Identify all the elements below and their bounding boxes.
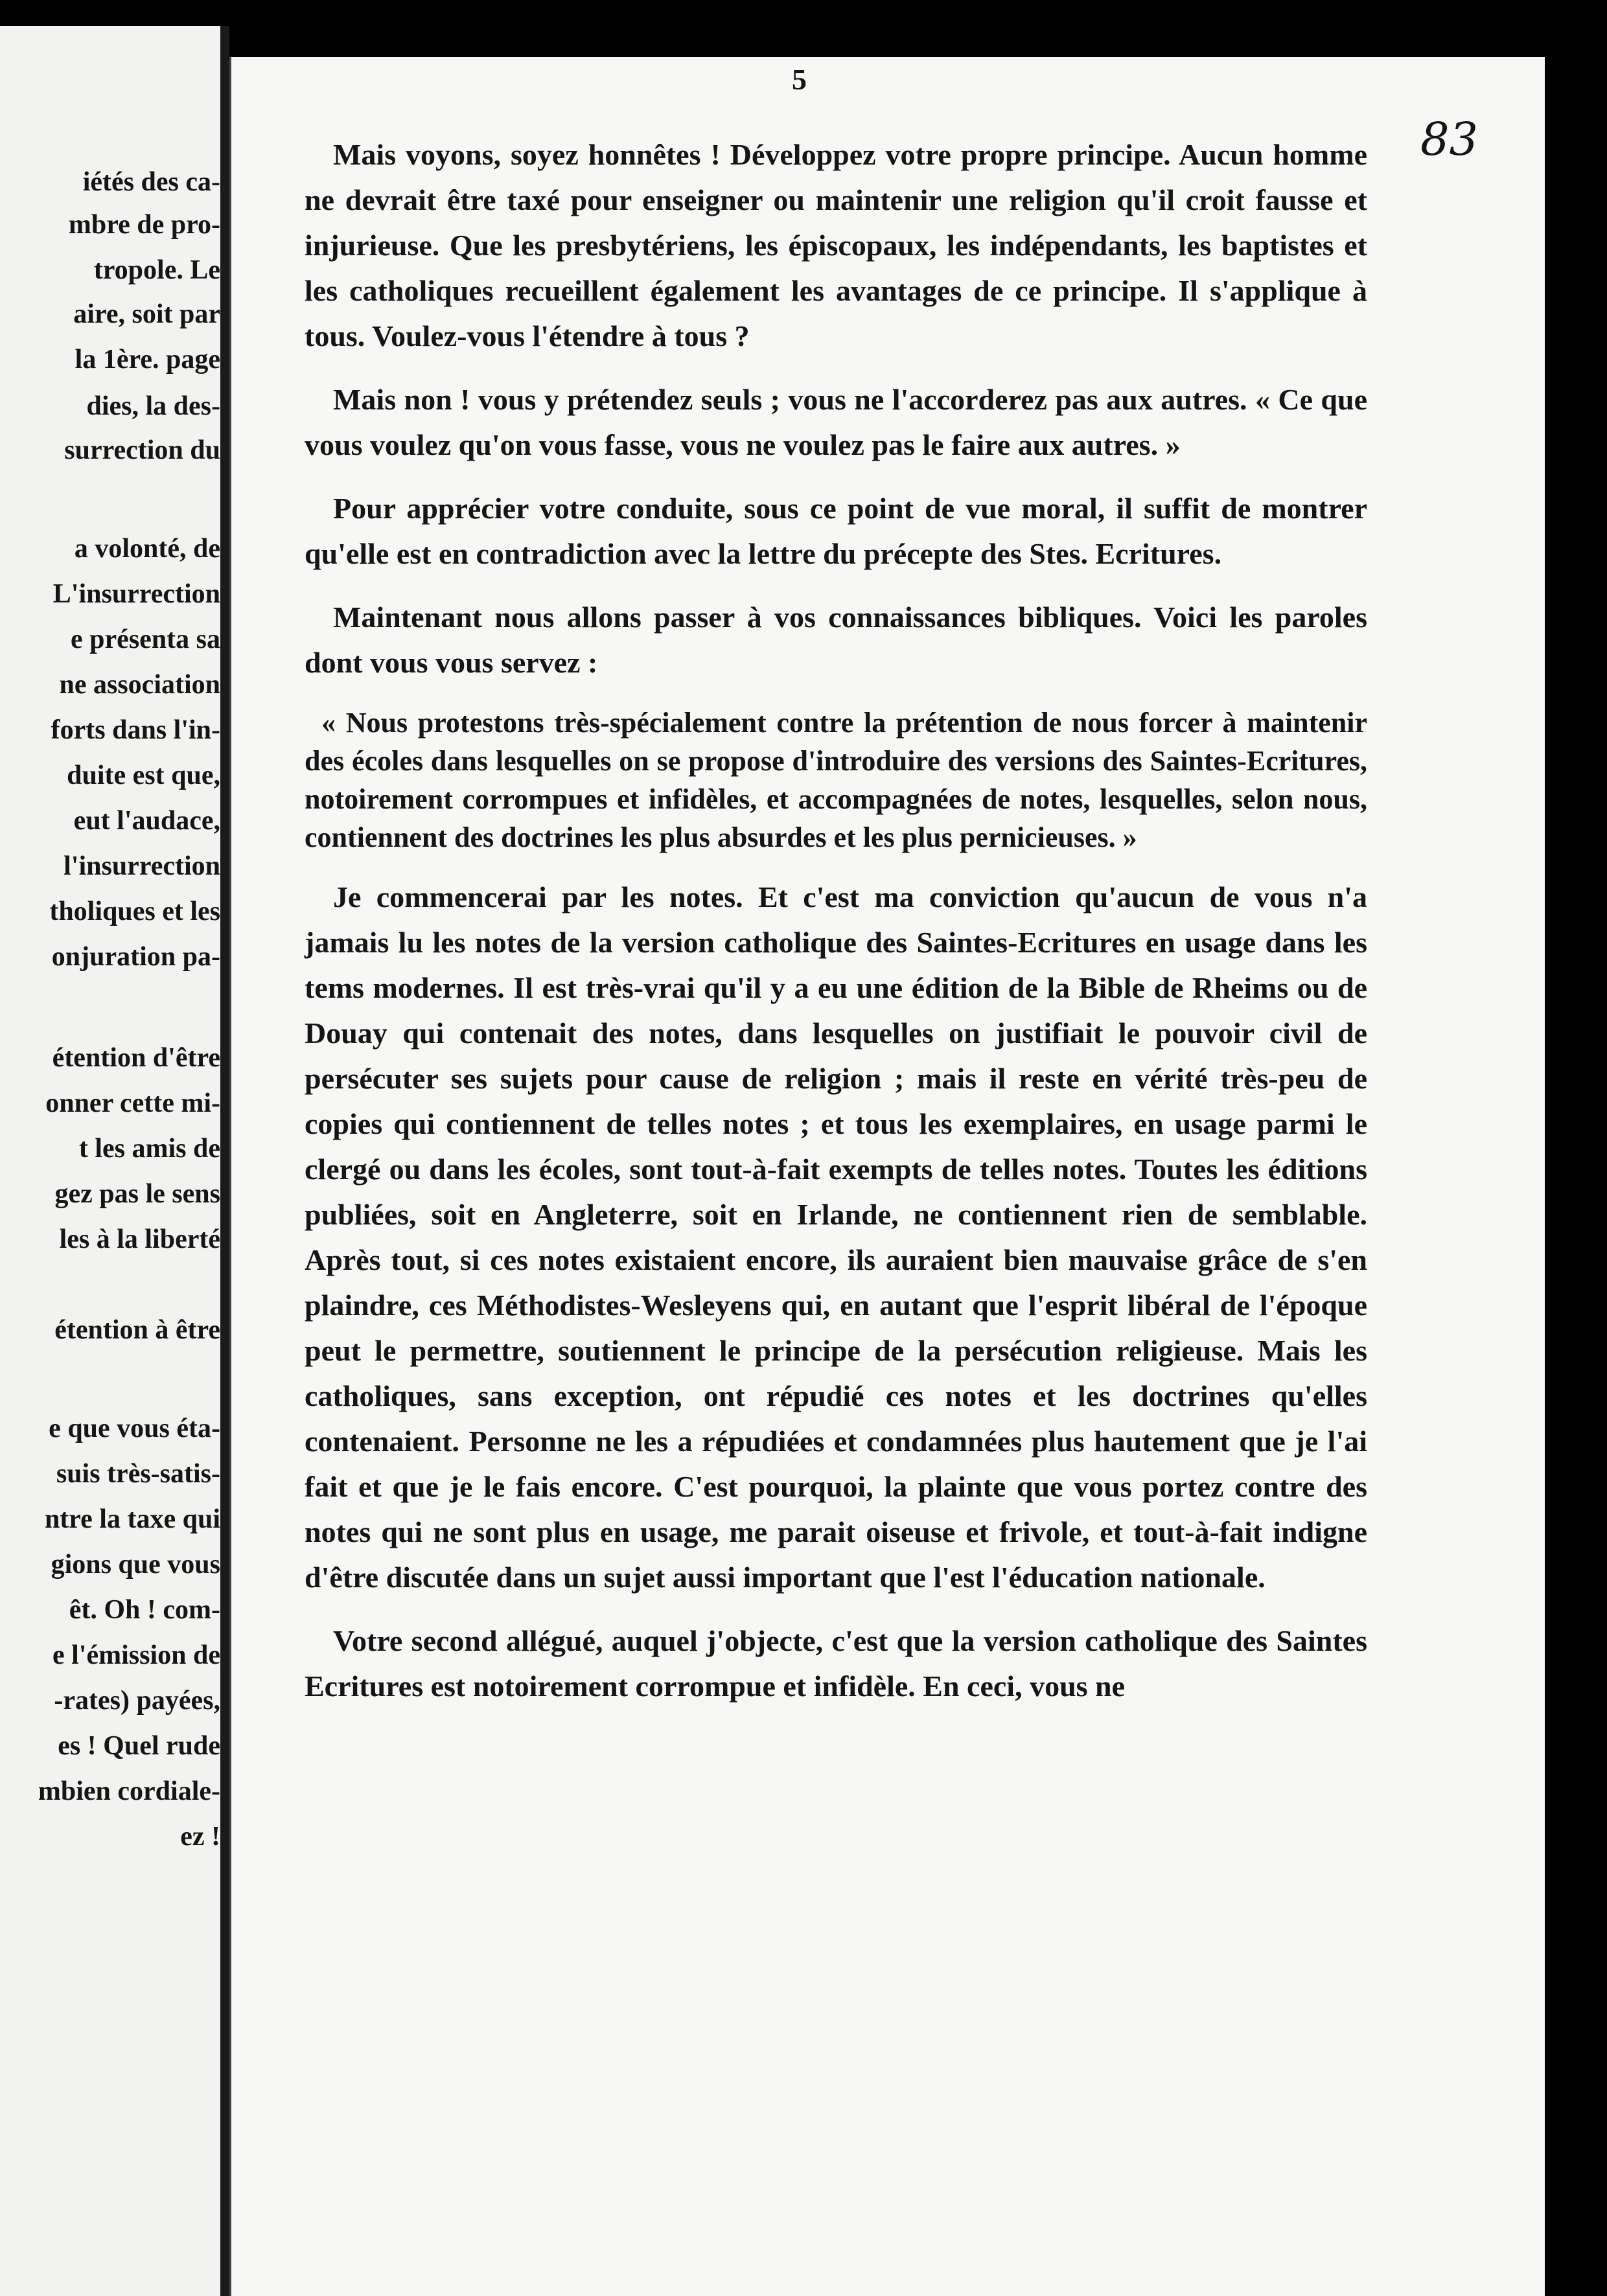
right-scan-edge	[1545, 57, 1607, 2296]
left-line: eut l'audace,	[73, 806, 220, 836]
left-line: êt. Oh ! com-	[69, 1595, 220, 1625]
left-line: gez pas le sens	[54, 1179, 220, 1209]
left-line: onjuration pa-	[51, 942, 220, 972]
left-line: suis très-satis-	[56, 1459, 220, 1489]
left-line: onner cette mi-	[45, 1088, 220, 1118]
body-text	[305, 132, 1367, 1709]
left-line: e l'émission de	[52, 1640, 220, 1670]
page-gutter	[220, 26, 229, 2296]
left-line: ez !	[180, 1822, 220, 1852]
left-line: ntre la taxe qui	[44, 1504, 220, 1534]
left-line: dies, la des-	[86, 391, 220, 421]
left-line: e que vous éta-	[49, 1414, 220, 1443]
left-line: duite est que,	[67, 761, 220, 790]
left-line: ne association	[59, 670, 220, 700]
left-line: surrection du	[64, 435, 220, 465]
paragraph: Votre second allégué, auquel j'objecte, c'est que la version catholique des Saintes Ecritures est notoirement corrompue et infidèle. En ceci, vous ne	[305, 1624, 1367, 1703]
left-line: e présenta sa	[71, 625, 220, 654]
left-line: l'insurrection	[64, 851, 220, 881]
left-line: -rates) payées,	[54, 1686, 220, 1716]
left-line: a volonté, de	[74, 534, 220, 564]
left-line: gions que vous	[51, 1550, 220, 1579]
left-line: L'insurrection	[52, 579, 220, 609]
left-line: iétés des ca-	[82, 167, 220, 197]
paragraph: Pour apprécier votre conduite, sous ce point de vue moral, il suffit de montrer qu'elle est en contradiction avec la lettre du précepte des Stes. Ecritures.	[305, 492, 1367, 570]
paragraph: Mais voyons, soyez honnêtes ! Développez votre propre principe. Aucun homme ne devrait être taxé pour enseigner ou maintenir une religion qu'il croit fausse et injurieuse. Que les presbytériens, les épiscopaux, les indépendants, les baptistes et les catholiques recueillent également les avantages de ce principe. Il s'applique à tous. Voulez-vous l'étendre à tous ?	[305, 138, 1367, 352]
left-page-fragment	[0, 26, 220, 2296]
left-line: t les amis de	[78, 1134, 220, 1164]
left-line: les à la liberté	[59, 1224, 220, 1254]
left-line: tropole. Le	[93, 255, 220, 285]
left-line: étention d'être	[52, 1043, 220, 1073]
paragraph: Mais non ! vous y prétendez seuls ; vous ne l'accorderez pas aux autres. « Ce que vous voulez qu'on vous fasse, vous ne voulez pas le faire aux autres. »	[305, 383, 1367, 461]
paragraph: Je commencerai par les notes. Et c'est ma conviction qu'aucun de vous n'a jamais lu les notes de la version catholique des Saintes-Ecritures en usage dans les tems modernes. Il est très-vrai qu'il y a eu une édition de la Bible de Rheims ou de Douay qui contenait des notes, dans lesquelles on justifiait le pouvoir civil de persécuter ses sujets pour cause de religion ; mais il reste en vérité très-peu de copies qui contiennent de telles notes ; et tous les exemplaires, en usage parmi le clergé ou dans les écoles, sont tout-à-fait exempts de telles notes. Toutes les éditions publiées, soit en Angleterre, soit en Irlande, ne contiennent rien de semblable. Après tout, si ces notes existaient encore, ils auraient bien mauvaise grâce de s'en plaindre, ces Méthodistes-Wesleyens qui, en autant que l'esprit libéral de l'époque peut le permettre, soutiennent le principe de la persécution religieuse. Mais les catholiques, sans exception, ont répudié ces notes et les doctrines qu'elles contenaient. Personne ne les a répudiées et condamnées plus hautement que je l'ai fait et que je le fais encore. C'est pourquoi, la plainte que vous portez contre des notes qui ne sont plus en usage, me parait oiseuse et frivole, et tout-à-fait indigne d'être discutée dans un sujet aussi important que l'est l'éducation nationale.	[305, 880, 1367, 1594]
left-line: la 1ère. page	[75, 345, 220, 374]
left-line: es ! Quel rude	[58, 1731, 220, 1761]
left-line: tholiques et les	[49, 897, 220, 926]
left-line: mbien cordiale-	[38, 1776, 220, 1806]
page-number: 5	[792, 63, 807, 96]
paragraph: Maintenant nous allons passer à vos connaissances bibliques. Voici les paroles dont vous vous servez :	[305, 601, 1367, 679]
left-line: aire, soit par	[73, 299, 220, 329]
left-line: forts dans l'in-	[51, 715, 220, 745]
quoted-paragraph: « Nous protestons très-spécialement contre la prétention de nous forcer à maintenir des écoles dans lesquelles on se propose d'introduire des versions des Saintes-Ecritures, notoirement corrompues et infidèles, et accompagnées de notes, lesquelles, selon nous, contiennent des doctrines les plus absurdes et les plus pernicieuses. »	[305, 707, 1367, 853]
left-line: mbre de pro-	[68, 210, 220, 240]
left-line: étention à être	[54, 1315, 220, 1345]
handwritten-folio: 83	[1420, 113, 1479, 166]
scan-top-strip	[0, 0, 1607, 26]
